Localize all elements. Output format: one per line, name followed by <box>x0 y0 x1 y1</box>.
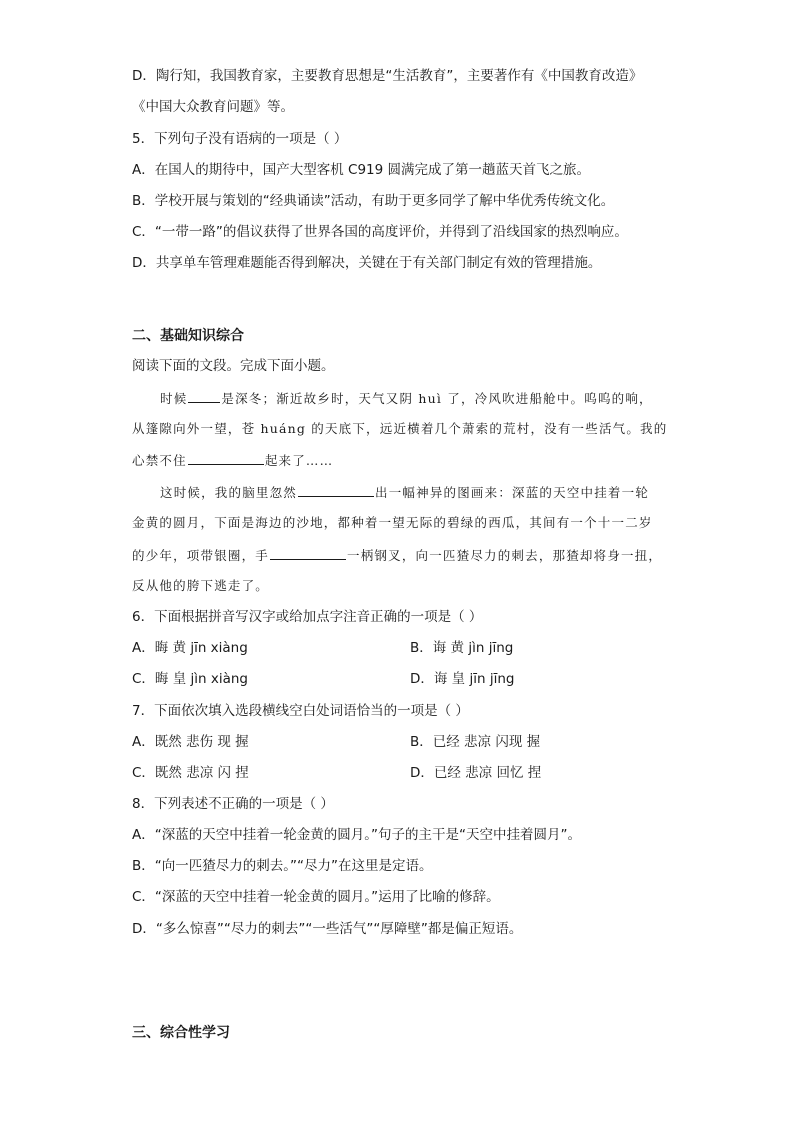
q5-option-a: A．在国人的期待中，国产大型客机 C919 圆满完成了第一趟蓝天首飞之旅。 <box>132 162 591 178</box>
q4-option-d-line2: 《中国大众教育问题》等。 <box>132 99 294 115</box>
passage-p2-line2: 金黄的圆月，下面是海边的沙地，都种着一望无际的碧绿的西瓜，其间有一个十一二岁 <box>132 515 653 530</box>
passage-p2-line1 <box>160 482 649 503</box>
passage-p2-line4: 反从他的胯下逃走了。 <box>132 578 270 593</box>
fill-blank-1 <box>188 388 220 403</box>
section3-heading: 三、综合性学习 <box>132 1025 230 1041</box>
q8-option-c: C．“深蓝的天空中挂着一轮金黄的圆月。”运用了比喻的修辞。 <box>132 889 500 905</box>
passage-p1-line3-text-a: 心禁不住 <box>132 453 187 468</box>
q7-stem: 7．下面依次填入选段横线空白处词语恰当的一项是（ ） <box>132 703 469 719</box>
q5-stem: 5．下列句子没有语病的一项是（ ） <box>132 131 348 147</box>
q5-option-c: C．“一带一路”的倡议获得了世界各国的高度评价，并得到了沿线国家的热烈响应。 <box>132 224 628 240</box>
q7-option-b: B．已经 悲凉 闪现 握 <box>410 734 541 750</box>
fill-blank-2 <box>188 450 264 465</box>
passage-p1-line2: 从篷隙向外一望，苍 huáng 的天底下，远近横着几个萧索的荒村，没有一些活气。我的 <box>132 421 668 436</box>
passage-p2-line3-text-a: 的少年，项带银圈，手 <box>132 548 270 563</box>
passage-p2-text-a: 这时候，我的脑里忽然 <box>160 485 298 500</box>
q8-option-b: B．“向一匹猹尽力的刺去。”“尽力”在这里是定语。 <box>132 858 433 874</box>
q4-option-d-line1: D．陶行知，我国教育家，主要教育思想是“生活教育”，主要著作有《中国教育改造》 <box>132 68 643 84</box>
passage-p1-line3 <box>132 450 333 471</box>
passage-p1-text-b: 是深冬；渐近故乡时，天气又阴 huì 了，冷风吹进船舱中。呜呜的响， <box>221 391 653 406</box>
q7-option-d: D．已经 悲凉 回忆 捏 <box>410 765 542 781</box>
fill-blank-4 <box>270 545 346 560</box>
q6-option-a: A．晦 黄 jīn xiàng <box>132 640 248 656</box>
section2-heading: 二、基础知识综合 <box>132 328 244 344</box>
q5-option-d: D．共享单车管理难题能否得到解决，关键在于有关部门制定有效的管理措施。 <box>132 255 602 271</box>
q6-stem: 6．下面根据拼音写汉字或给加点字注音正确的一项是（ ） <box>132 609 483 625</box>
q8-option-d: D．“多么惊喜”“尽力的刺去”“一些活气”“厚障壁”都是偏正短语。 <box>132 921 523 937</box>
section2-instruction: 阅读下面的文段。完成下面小题。 <box>132 358 335 374</box>
passage-p2-line3 <box>132 545 662 566</box>
q7-option-c: C．既然 悲凉 闪 捏 <box>132 765 249 781</box>
passage-p1-line1 <box>160 388 653 409</box>
q6-option-d: D．诲 皇 jīn jīng <box>410 671 515 687</box>
passage-p1-line3-text-b: 起来了…… <box>264 453 334 468</box>
q6-option-c: C．晦 皇 jìn xiàng <box>132 671 248 687</box>
passage-p2-text-b: 出一幅神异的图画来：深蓝的天空中挂着一轮 <box>375 485 650 500</box>
q6-option-b: B．诲 黄 jìn jīng <box>410 640 514 656</box>
passage-p2-line3-text-b: 一柄钢叉，向一匹猹尽力的刺去，那猹却将身一扭， <box>347 548 663 563</box>
fill-blank-3 <box>298 482 374 497</box>
q8-option-a: A．“深蓝的天空中挂着一轮金黄的圆月。”句子的主干是“天空中挂着圆月”。 <box>132 827 581 843</box>
passage-p1-text-a: 时候 <box>160 391 188 406</box>
q7-option-a: A．既然 悲伤 现 握 <box>132 734 249 750</box>
q5-option-b: B．学校开展与策划的“经典诵读”活动，有助于更多同学了解中华优秀传统文化。 <box>132 193 615 209</box>
q8-stem: 8．下列表述不正确的一项是（ ） <box>132 796 334 812</box>
